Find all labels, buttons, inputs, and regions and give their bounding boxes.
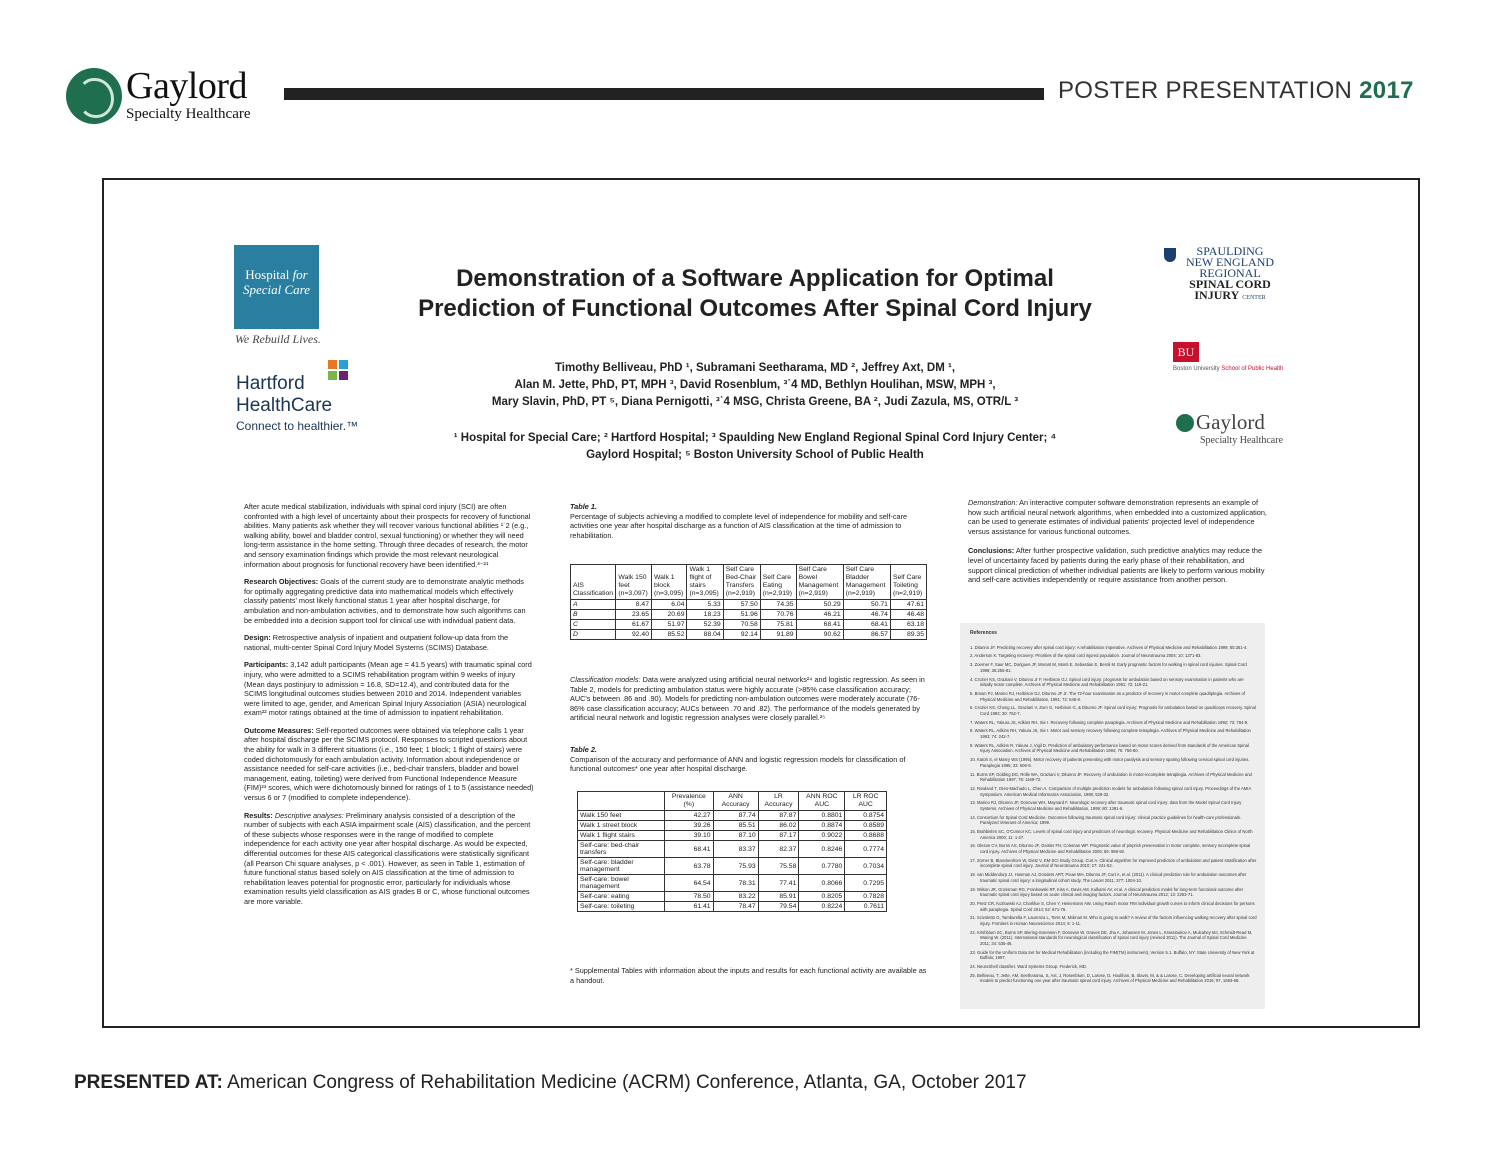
reference-item: 4. Crozier KS, Graziani V, Ditunno Jr F, Herbison GJ. Spinal cord injury: prognosis for ambulation based on sensory examination in patients who are initially motor complete. Archives of Physical Medicine and Rehabilitation 1991; 72: 119-21. <box>970 676 1244 688</box>
left-column <box>244 502 534 915</box>
table2-cell: 39.26 <box>665 821 714 831</box>
reference-item: 14. Consortium for Spinal Cord Medicine. Outcomes following traumatic spinal cord injury: clinical practice guidelines for health-care professionals. Paralyzed Veterans of America; 1999. <box>970 814 1242 826</box>
table1-header-cell: Self Care Bed-Chair Transfers (n=2,919) <box>723 565 760 600</box>
poster-year: 2017 <box>1359 77 1414 104</box>
spaulding-line2: NEW ENGLAND <box>1185 255 1275 269</box>
demo-label: Demonstration: <box>968 498 1018 507</box>
bu-text1: Boston University <box>1173 366 1220 372</box>
results-paragraph <box>244 811 534 907</box>
gaylord-small-sub: Specialty Healthcare <box>1200 435 1284 446</box>
table2-cell: 83.37 <box>713 841 758 858</box>
table2-header-cell: LR ROC AUC <box>845 792 887 811</box>
table2-cell: 0.8801 <box>799 811 845 821</box>
reference-item: 19. Wilson JR, Grossman RG, Frankowski RF, Kiss A, Davis AM, Kulkarni AV, et al. A clinical prediction model for long-term functional outcome after traumatic spinal cord injury based on acute clinical and imaging factors. Journal of Neurotrauma 2012; 13: 2263-71. <box>970 886 1244 898</box>
table2-cell: 0.7828 <box>845 892 887 902</box>
table1-cell: 92.14 <box>723 630 760 640</box>
gaylord-logo <box>66 66 266 130</box>
table2-cell: 0.7774 <box>845 841 887 858</box>
table2-cell: 42.27 <box>665 811 714 821</box>
table1-cell: 75.81 <box>760 620 796 630</box>
objectives-text: Goals of the current study are to demonstrate analytic methods for optimally aggregating predictive data into mathematical models which effectively classify patients' most likely functional status 1 year after hospital discharge, for ambulation and non-ambulation activities, and to demonstrate how such algorithms can be embedded into a decision support tool for clinical use with individual patient data. <box>244 577 526 625</box>
table1-header-cell: AIS Classification <box>571 565 616 600</box>
table2-cell: 75.58 <box>758 858 799 875</box>
table1-cell: 89.35 <box>890 630 926 640</box>
table1-row <box>571 620 927 630</box>
table2-cell: 78.50 <box>665 892 714 902</box>
participants-label: Participants: <box>244 660 289 670</box>
table1-cell: 74.35 <box>760 600 796 610</box>
hartford-tagline: Connect to healthier.™ <box>236 419 359 433</box>
results-label: Results: <box>244 810 273 820</box>
presented-at-footer <box>74 1072 1027 1094</box>
table2-cell: 0.7034 <box>845 858 887 875</box>
table1-header-cell: Self Care Bowel Management (n=2,919) <box>796 565 843 600</box>
table2-caption: Comparison of the accuracy and performance of ANN and logistic regression models for classification of functional outcomes* one year after hospital discharge. <box>570 754 906 774</box>
table2-cell: 85.91 <box>758 892 799 902</box>
reference-item: 15. Brahbishm SC, O'Connor KC. Levels of spinal cord injury and predictors of neurologic recovery. Physical Medicine and Rehabilitation Clinics of North America 2000; 11: 1-27. <box>970 829 1253 840</box>
demo-text: An interactive computer software demonstration represents an example of how such artificial neural network algorithms, when embedded into a customized application, can be used to generate estimates of individual patients' projected level of independence versus assistance for various functional outcomes. <box>968 498 1267 536</box>
table1-cell: 52.39 <box>687 620 723 630</box>
table1-header-cell: Walk 1 flight of stairs (n=3,095) <box>687 565 723 600</box>
title-line1: Demonstration of a Software Application for Optimal <box>456 265 1054 292</box>
spaulding-line3: REGIONAL <box>1199 266 1261 280</box>
table2-row <box>578 875 887 892</box>
table2-cell: 75.93 <box>713 858 758 875</box>
reference-item: 1. Ditunno JF. Predicting recovery after spinal cord injury: A rehabilitation imperative. Archives of Physical Medicine and Rehabilitation 1999; 80:361-4. <box>970 644 1248 650</box>
table1-cell: 68.41 <box>796 620 843 630</box>
table1-cell: 91.89 <box>760 630 796 640</box>
hss-logo <box>234 245 319 329</box>
hss-for: for <box>292 267 308 282</box>
table1-cell: 70.58 <box>723 620 760 630</box>
reference-item: 7. Waters RL, Yakura JS, Adkins RH, Sie I. Recovery following complete paraplegia. Archives of Physical Medicine and Rehabilitation 1992; 73: 784-9. <box>970 719 1249 725</box>
table2-cell: Self-care: bowel management <box>578 875 665 892</box>
table1-header-cell: Self Care Bladder Management (n=2,919) <box>843 565 890 600</box>
table1-cell: 70.76 <box>760 610 796 620</box>
table2-cell: 0.7295 <box>845 875 887 892</box>
table2-caption-block <box>570 745 930 774</box>
bu-logo: BU <box>1173 342 1199 362</box>
poster-label: POSTER PRESENTATION <box>1058 77 1353 104</box>
table1-cell: 51.96 <box>723 610 760 620</box>
hartford-line2: HealthCare <box>236 395 333 416</box>
table1-header-cell: Self Care Eating (n=2,919) <box>760 565 796 600</box>
design-label: Design: <box>244 633 271 643</box>
table2-header-cell: ANN Accuracy <box>713 792 758 811</box>
poster-title <box>340 264 1170 324</box>
table2-cell: Self-care: bladder management <box>578 858 665 875</box>
reference-item: 5. Brown PJ, Marino RJ, Herbison GJ, Ditunno JF Jr. The 72-hour examination as a predictor of recovery in motor complete quadriplegia. Archives of Physical Medicine and Rehabilitation, 1991; 72: 546-8. <box>970 690 1246 702</box>
table2-header-cell: Prevalence (%) <box>665 792 714 811</box>
gaylord-small-emblem-icon <box>1176 414 1194 432</box>
references-heading: References <box>970 630 997 636</box>
table1-cell: 92.40 <box>616 630 652 640</box>
table2-cell: 0.9022 <box>799 831 845 841</box>
table2-cell: Self-care: toileting <box>578 902 665 912</box>
reference-item: 16. Oleson CV, Burns AS, Ditunno JF, Geisler FH, Coleman WP. Prognostic value of pinprick preservation in motor complete, sensory incomplete spinal cord injury. Archives of Physical Medicine and Rehabilitation 2005; 86: 988-92. <box>970 843 1251 855</box>
reference-item: 2. Anderson K. Targeting recovery: Priorities of the spinal cord injured population. Journal of Neurotrauma 2004; 10: 1371-83. <box>970 653 1202 659</box>
hss-line1: Hospital <box>245 267 290 282</box>
table2-cell: Walk 150 feet <box>578 811 665 821</box>
spaulding-shield-icon <box>1164 248 1176 262</box>
participants-paragraph <box>244 660 534 718</box>
table2-cell: 85.51 <box>713 821 758 831</box>
header-rule <box>284 88 1044 100</box>
table2-cell: 82.37 <box>758 841 799 858</box>
outcome-label: Outcome Measures: <box>244 725 314 735</box>
table1-row <box>571 610 927 620</box>
table1-caption: Percentage of subjects achieving a modified to complete level of independence for mobility and self-care activities one year after hospital discharge as a function of AIS classification at the time of admission to rehabilitation. <box>570 511 908 540</box>
table2-cell: 79.54 <box>758 902 799 912</box>
gaylord-logo-sub: Specialty Healthcare <box>126 106 251 122</box>
table1-cell: 47.61 <box>890 600 926 610</box>
table2 <box>577 791 887 912</box>
affiliations-line1: ¹ Hospital for Special Care; ² Hartford Hospital; ³ Spaulding New England Regional Spinal Cord Injury Center; ⁴ <box>453 432 1057 444</box>
bu-text2: School of Public Health <box>1221 366 1284 372</box>
references-list <box>970 645 1257 984</box>
objectives-label: Research Objectives: <box>244 577 319 587</box>
hss-tagline: We Rebuild Lives. <box>235 332 321 346</box>
hss-line2: Special Care <box>242 282 311 297</box>
table1-cell: 6.04 <box>652 600 687 610</box>
table1-cell: 86.57 <box>843 630 890 640</box>
table2-row <box>578 892 887 902</box>
table1-cell: 51.97 <box>652 620 687 630</box>
table1-cell: 50.71 <box>843 600 890 610</box>
spaulding-line1: SPAULDING <box>1196 244 1264 258</box>
reference-item: 9. Waters RL, Adkins R, Yakura J, Vigil D. Prediction of ambulatory performance based on motor scores derived from standards of the American Spinal Injury Association. Archives of Physical Medicine and Rehabilitation 1994; 75: 756-60. <box>970 742 1249 754</box>
reference-item: 22. Kirshblum SC, Burns SP, Biering-Sorensen F, Donovan W, Graves DE, Jha A, Johansen M, Jones L, Krassioukov A, Mulcahey MJ, Schmidt-Read M, Waring W. (2011). International standards for neurological classification of spinal cord injury (revised 2011). The Journal of Spinal Cord Medicine 2011; 34: 535-46. <box>970 929 1253 946</box>
reference-item: 18. van Middendorp JJ, Hosman AJ, Donders ART, Pouw MH, Ditunno JF, Curt A, et al. (2011). A clinical prediction rule for ambulation outcomes after traumatic spinal cord injury: a longitudinal cohort study. The Lancet 2011; 377: 1004-10. <box>970 872 1247 883</box>
reference-item: 13. Marino RJ, Ditunno JF, Donovan WH, Maynard F. Neurologic recovery after traumatic spinal cord injury: data from the Model Spinal Cord Injury Systems. Archives of Physical Medicine and Rehabilitation, 1999; 80: 1391-6. <box>970 800 1242 811</box>
gaylord-emblem-icon <box>66 68 122 124</box>
table1-cell: 90.62 <box>796 630 843 640</box>
footer-text: American Congress of Rehabilitation Medicine (ACRM) Conference, Atlanta, GA, October 2017 <box>227 1072 1027 1093</box>
table1-cell: 46.21 <box>796 610 843 620</box>
table1-cell: 23.65 <box>616 610 652 620</box>
spaulding-line5: INJURY <box>1194 288 1240 302</box>
table2-cell: 87.10 <box>713 831 758 841</box>
table2-cell: 0.8688 <box>845 831 887 841</box>
table2-cell: 64.54 <box>665 875 714 892</box>
table1-cell: 46.74 <box>843 610 890 620</box>
reference-item: 10. Katoh S, el Masry WS (1995). Motor recovery of patients presenting with motor paralysis and sensory sparing following cervical spinal cord injuries. Paraplegia 1995; 33: 506-9. <box>970 757 1250 768</box>
table1-header-cell: Walk 150 feet (n=3,097) <box>616 565 652 600</box>
bu-text <box>1173 366 1283 372</box>
reference-item: 24. NeuroShell classifier. Ward Systems Group. Frederick, MD. <box>970 964 1087 970</box>
spaulding-logo <box>1164 246 1284 306</box>
table2-cell: 61.41 <box>665 902 714 912</box>
table2-header-cell: LR Accuracy <box>758 792 799 811</box>
table1-header-cell: Walk 1 block (n=3,095) <box>652 565 687 600</box>
table2-cell: 83.22 <box>713 892 758 902</box>
table2-row <box>578 902 887 912</box>
spaulding-line4: SPINAL CORD <box>1189 277 1271 291</box>
spaulding-center: CENTER <box>1242 295 1266 301</box>
table1-cell: 61.67 <box>616 620 652 630</box>
table2-cell: Self-care: bed-chair transfers <box>578 841 665 858</box>
table2-cell: Self-care: eating <box>578 892 665 902</box>
reference-item: 20. Pretz CR, Kozlowski AJ, Charlifue S, Chen Y, Heinemann AW. Using Rasch motor FIM individual growth curves to inform clinical decisions for persons with paraplegia. Spinal Cord 2014; 52: 671-76. <box>970 900 1255 912</box>
table2-cell: 0.7611 <box>845 902 887 912</box>
supplemental-footnote: * Supplemental Tables with information about the inputs and results for each functional activity are available as a handout. <box>570 966 927 985</box>
table2-cell: 0.8246 <box>799 841 845 858</box>
poster-presentation-label <box>1058 77 1414 105</box>
table2-cell: 87.17 <box>758 831 799 841</box>
table1-cell: 18.23 <box>687 610 723 620</box>
table2-cell: 0.8874 <box>799 821 845 831</box>
authors <box>400 360 1110 411</box>
right-column <box>968 498 1268 593</box>
table1-cell: D <box>571 630 616 640</box>
table2-cell: 63.78 <box>665 858 714 875</box>
table2-cell: 86.02 <box>758 821 799 831</box>
hartford-healthcare-logo <box>236 360 386 436</box>
table1-cell: A <box>571 600 616 610</box>
table1-caption-block <box>570 502 930 540</box>
authors-line3: Mary Slavin, PhD, PT ⁵, Diana Pernigotti, ³˙4 MSG, Christa Greene, BA ², Judi Zazula, MS, OTR/L ³ <box>491 396 1019 408</box>
table2-label: Table 2. <box>570 745 597 754</box>
table2-header-cell: ANN ROC AUC <box>799 792 845 811</box>
table1-cell: 46.48 <box>890 610 926 620</box>
table1-cell: 68.41 <box>843 620 890 630</box>
table2-cell: 87.74 <box>713 811 758 821</box>
participants-text: 3,142 adult participants (Mean age = 41.5 years) with traumatic spinal cord injury, who were admitted to a SCIMS rehabilitation program within 9 weeks of injury (Mean days postinjury to admission = 16.8, SD=12.4), and contributed data for the SCIMS longitudinal outcomes studies between 2010 and 2014. Independent variables were limited to age, gender, and American Spinal Injury Association (ASIA) neurological exam²² motor ratings obtained at the time of admission to inpatient rehabilitation. <box>244 660 532 718</box>
table2-body <box>578 811 887 912</box>
table1-cell: 57.50 <box>723 600 760 610</box>
reference-item: 6. Crozier KS, Cheng LL, Graziani V, Zorn G, Herbison G, & Ditunno JF. Spinal cord injury: Prognosis for ambulation based on quadriceps recovery. Spinal Cord 1992; 30: 762-7. <box>970 705 1256 716</box>
title-line2: Prediction of Functional Outcomes After Spinal Cord Injury <box>418 295 1092 322</box>
classification-label: Classification models: <box>570 675 641 684</box>
table1-cell: B <box>571 610 616 620</box>
table1-header-cell: Self Care Toileting (n=2,919) <box>890 565 926 600</box>
design-paragraph <box>244 633 534 652</box>
reference-item: 8. Waters RL, Adkins RH, Yakura JS, Sie I. Motor and sensory recovery following complete tetraplegia. Archives of Physical Medicine and Rehabilitation 1993; 74: 242-7. <box>970 728 1251 740</box>
outcome-paragraph <box>244 726 534 803</box>
gaylord-small-logo <box>1176 412 1286 452</box>
table2-cell: 87.87 <box>758 811 799 821</box>
hartford-line1: Hartford <box>236 373 305 394</box>
table1-header-row <box>571 565 927 600</box>
table1-cell: 63.18 <box>890 620 926 630</box>
outcome-text: Self-reported outcomes were obtained via telephone calls 1 year after hospital discharge per the SCIMS protocol. Responses to scripted questions about the ability for walk in 3 different situations (i.e., 150 feet; 1 block; 1 flight of stairs) were coded dichotomously for each ambulation activity. Information about independence or assistance needed for self-care activities (i.e., bed-chair transfers, bladder and bowel management, eating, toileting) were derived from Functional Independence Measure (FIM)²³ scores, which were dichotomously binned for ratings of 1 to 5 (assistance needed) versus 6 or 7 (modified to complete independence). <box>244 725 534 803</box>
table1-cell: 85.52 <box>652 630 687 640</box>
table2-cell: Walk 1 flight stairs <box>578 831 665 841</box>
table1-cell: 5.33 <box>687 600 723 610</box>
table2-cell: 0.8754 <box>845 811 887 821</box>
table1-cell: 8.47 <box>616 600 652 610</box>
table2-cell: 0.8205 <box>799 892 845 902</box>
table2-row <box>578 821 887 831</box>
table2-cell: 77.41 <box>758 875 799 892</box>
table2-header-row <box>578 792 887 811</box>
table1-row <box>571 630 927 640</box>
gaylord-small-name: Gaylord <box>1196 410 1265 434</box>
table1-row <box>571 600 927 610</box>
table1-body <box>571 600 927 640</box>
footer-label: PRESENTED AT: <box>74 1072 223 1093</box>
classification-text: Data were analyzed using artificial neural networks²⁴ and logistic regression. As seen in Table 2, models for predicting ambulation status were highly accurate (>85% case classification accuracy; AUC's between .86 and .90). Models for predicting non-ambulation outcomes were moderately accurate (76-86% case classification accuracy; AUCs between .70 and .82). The performance of the models generated by artificial neural network and logistic regression analyses were closely parallel.²⁵ <box>570 675 925 723</box>
table2-cell: 78.31 <box>713 875 758 892</box>
intro-paragraph: After acute medical stabilization, individuals with spinal cord injury (SCI) are often confronted with a high level of uncertainty about their prospects for recovery of functional abilities. Many patients ask whether they will recover various functional abilities ¹˙2 (e.g., walking ability, bowel and bladder control, sexual functioning) or whether they will need long-term assistance in the home setting. Through three decades of research, the motor and sensory examination findings which provide the most relevant neurological information about prognosis for functional recovery have been identified.³⁻²¹ <box>244 502 531 569</box>
table1-cell: 88.04 <box>687 630 723 640</box>
objectives-paragraph <box>244 577 534 625</box>
table2-header-cell <box>578 792 665 811</box>
table1-cell: 50.29 <box>796 600 843 610</box>
references-panel <box>960 623 1265 1009</box>
reference-item: 23. Guide for the Uniform Data Set for Medical Rehabilitation (including the FIM(TM) instrument), Version 5.1. Buffalo, NY: State University of New York at Buffalo; 1997. <box>970 949 1255 961</box>
authors-line2: Alan M. Jette, PhD, PT, MPH ³, David Rosenblum, ³˙4 MD, Bethlyn Houlihan, MSW, MPH ³, <box>514 379 996 391</box>
conclusions-label: Conclusions: <box>968 546 1015 556</box>
table2-cell: Walk 1 street block <box>578 821 665 831</box>
reference-item: 21. Scivoletto G, Tamburella F, Laurenza L, Torre M, Molinari M. Who is going to walk? A review of the factors influencing walking recovery after spinal cord injury. Frontiers in Human Neuroscience 2014; 8: 1-11. <box>970 915 1257 926</box>
table2-cell: 78.47 <box>713 902 758 912</box>
affiliations <box>420 430 1090 464</box>
table2-row <box>578 811 887 821</box>
hartford-mark-icon <box>328 360 350 382</box>
table2-cell: 68.41 <box>665 841 714 858</box>
design-text: Retrospective analysis of inpatient and outpatient follow-up data from the national, multi-center Spinal Cord Injury Model Systems (SCIMS) Database. <box>244 633 509 652</box>
table2-cell: 0.8589 <box>845 821 887 831</box>
table1-cell: 20.69 <box>652 610 687 620</box>
table1 <box>570 564 927 640</box>
spaulding-text <box>1182 246 1278 304</box>
reference-item: 3. Zoerner F, Saur MC, Dorigues JF, Morant M, Monti E, Sebastian E, Beroli M. Early prognostic factors for walking in spinal cord injuries. Spinal Cord 1998; 36:255-61. <box>970 662 1247 673</box>
reference-item: 11. Burns SP, Golding DG, Rolle WA, Graziani V, Ditunno JF. Recovery of ambulation in motor-incomplete tetraplegia. Archives of Physical Medicine and Rehabilitation 1997; 78: 1169-72. <box>970 771 1252 783</box>
reference-item: 12. Rowland T, Oreo-Machado L, Chen A. Comparison of multiple prediction models for ambulation following spinal cord injury. Proceedings of the AMIA Symposium. American Medical Informatics Association, 1998; 528-32. <box>970 785 1252 797</box>
table2-cell: 39.10 <box>665 831 714 841</box>
authors-line1: Timothy Belliveau, PhD ¹, Subramani Seetharama, MD ², Jeffrey Axt, DM ¹, <box>554 362 956 374</box>
classification-paragraph <box>570 675 930 723</box>
results-text: Preliminary analysis consisted of a description of the number of subjects with each ASIA impairment scale (AIS) classification, and the percent of these subjects whose responses were in the range of modified to complete independence for each activity one year after hospital discharge. As would be expected, differential outcomes for these AIS categorical classifications were statistically significant (all Pearson Chi square analyses, p < .001). However, as seen in Table 1, estimation of future functional status based solely on AIS classification at the time of admission to rehabilitation leaves potential for prognostic error, particularly for individuals whose examination results yield classification as AIS grades B or C, whose functional outcomes are more variable. <box>244 810 531 906</box>
table2-cell: 0.8066 <box>799 875 845 892</box>
table2-row <box>578 858 887 875</box>
gaylord-logo-name: Gaylord <box>126 65 248 107</box>
table1-label: Table 1. <box>570 502 597 511</box>
reference-item: 17. Zorner B, Blanckenhorn W, Dietz V, EM-SCI Study Group, Curt A. Clinical algorithm for improved prediction of ambulation and patient stratification after incomplete spinal cord injury. Journal of Neurotrauma 2010; 27: 241-52. <box>970 857 1257 869</box>
affiliations-line2: Gaylord Hospital; ⁵ Boston University School of Public Health <box>586 449 924 461</box>
table2-row <box>578 831 887 841</box>
table2-cell: 0.8224 <box>799 902 845 912</box>
table2-cell: 0.7780 <box>799 858 845 875</box>
reference-item: 25. Belliveau, T, Jette, AM, Seetharama, S, Axt, J, Rosenblum, D, Larose, D, Houlihan, B, Slavin, M, & & Larose, C. Developing artificial neural network models to predict functioning one year after traumatic spinal cord injury. Archives of Physical Medicine and Rehabilitation 2016; 97, 1663-68. <box>970 972 1250 984</box>
conclusions-text: After further prospective validation, such predictive analytics may reduce the level of uncertainty faced by patients during the early phase of their rehabilitation, and support clinical prediction of whether individual patients are likely to perform various mobility and self-care activities independently or require assistance from another person. <box>968 546 1265 585</box>
table1-cell: C <box>571 620 616 630</box>
results-sub: Descriptive analyses: <box>274 810 344 820</box>
table2-row <box>578 841 887 858</box>
